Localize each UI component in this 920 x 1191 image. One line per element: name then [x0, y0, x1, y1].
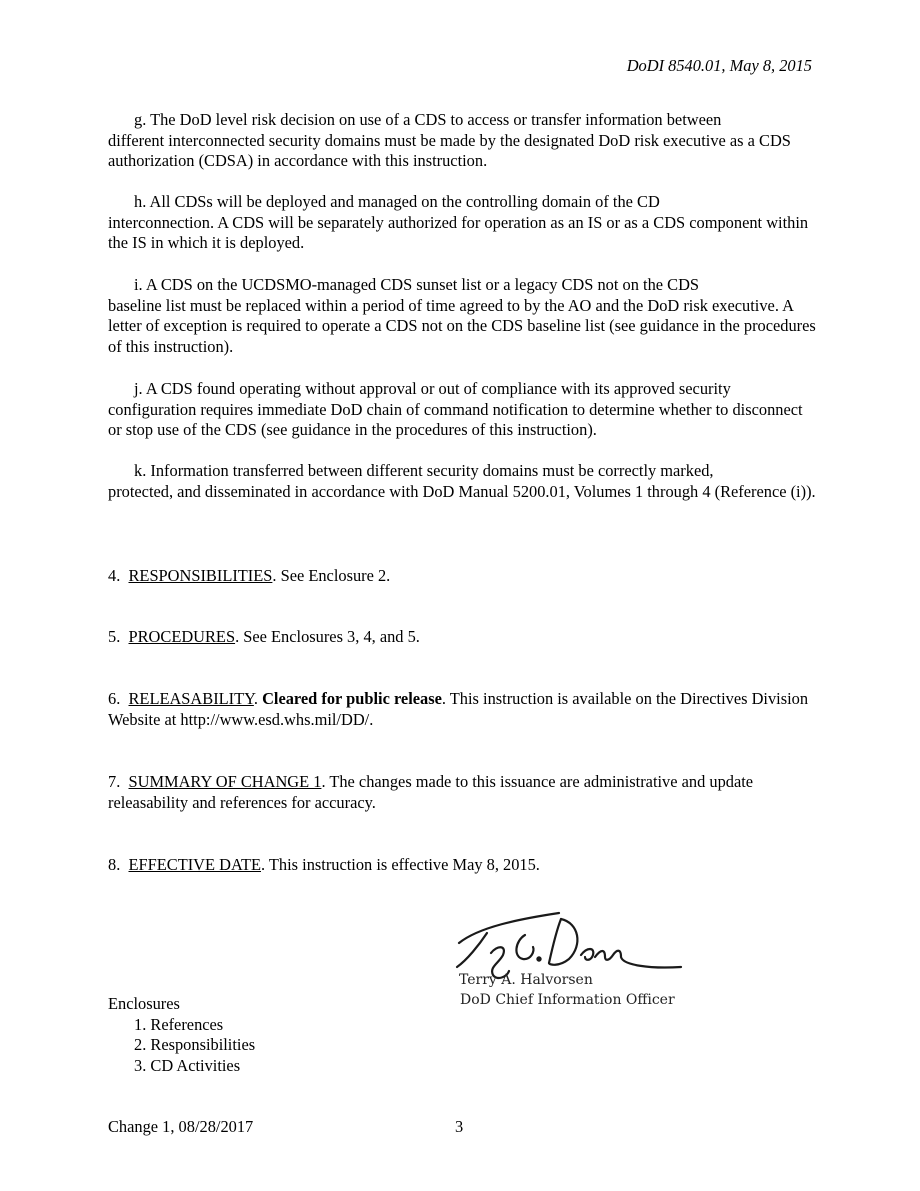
- signature-block: [449, 905, 709, 1015]
- section-heading: RESPONSIBILITIES: [128, 566, 273, 585]
- paragraph-h-body: interconnection. A CDS will be separately authorized for operation as an IS or as a CDS component within the IS in which it is deployed.: [108, 212, 809, 253]
- section-summary-of-change: [108, 772, 820, 813]
- enclosures-label: Enclosures: [108, 994, 180, 1013]
- signer-title: DoD Chief Information Officer: [460, 992, 675, 1008]
- section-number: 8.: [108, 855, 121, 874]
- section-releasability: [108, 689, 820, 730]
- section-procedures: [108, 627, 820, 648]
- section-number: 6.: [108, 689, 121, 708]
- paragraph-j-body: configuration requires immediate DoD chain of command notification to determine whether to disconnect or stop use of the CDS (see guidance in the procedures of this instruction).: [108, 399, 803, 440]
- document-reference: DoDI 8540.01, May 8, 2015: [626, 56, 812, 75]
- section-number: 4.: [108, 566, 121, 585]
- section-text-a: .: [253, 689, 263, 708]
- section-effective-date: [108, 855, 820, 876]
- release-statement: Cleared for public release: [262, 689, 442, 708]
- paragraph-k-body: protected, and disseminated in accordance with DoD Manual 5200.01, Volumes 1 through 4 (Reference (i)).: [108, 481, 816, 501]
- section-text-b: . This instruction is available on the Directives Division Website at http://www.esd.whs.mil/DD/.: [108, 689, 809, 729]
- paragraph-j: [108, 379, 820, 441]
- paragraph-i-first-line: i. A CDS on the UCDSMO-managed CDS sunset list or a legacy CDS not on the CDS: [134, 275, 700, 294]
- paragraph-g: [108, 110, 820, 172]
- footer-change-date: Change 1, 08/28/2017: [108, 1117, 254, 1136]
- paragraph-i: [108, 275, 820, 357]
- page-number: 3: [455, 1117, 464, 1136]
- paragraph-k: [108, 461, 820, 502]
- enclosure-item: 2. Responsibilities: [134, 1035, 256, 1055]
- section-number: 5.: [108, 627, 121, 646]
- section-heading: PROCEDURES: [128, 627, 236, 646]
- signer-name: Terry A. Halvorsen: [459, 972, 593, 988]
- enclosure-item: 3. CD Activities: [134, 1055, 241, 1075]
- section-heading: SUMMARY OF CHANGE 1: [128, 772, 322, 791]
- section-responsibilities: [108, 566, 820, 587]
- paragraph-g-body: different interconnected security domains must be made by the designated DoD risk executive as a CDS authorization (CDSA) in accordance with this instruction.: [108, 130, 791, 171]
- enclosure-item: 1. References: [134, 1014, 224, 1034]
- paragraph-g-first-line: g. The DoD level risk decision on use of a CDS to access or transfer information between: [134, 110, 722, 129]
- enclosures-list: [108, 994, 255, 1076]
- paragraph-h: [108, 192, 820, 254]
- section-text: . See Enclosures 3, 4, and 5.: [235, 627, 420, 646]
- section-text: . The changes made to this issuance are administrative and update releasability and references for accuracy.: [108, 772, 754, 812]
- section-text: . See Enclosure 2.: [272, 566, 391, 585]
- section-text: . This instruction is effective May 8, 2015.: [261, 855, 540, 874]
- paragraph-j-first-line: j. A CDS found operating without approval or out of compliance with its approved security: [134, 379, 731, 398]
- section-number: 7.: [108, 772, 121, 791]
- section-heading: EFFECTIVE DATE: [128, 855, 261, 874]
- paragraph-h-first-line: h. All CDSs will be deployed and managed on the controlling domain of the CD: [134, 192, 660, 211]
- section-heading: RELEASABILITY: [128, 689, 254, 708]
- paragraph-k-first-line: k. Information transferred between different security domains must be correctly marked,: [134, 461, 714, 480]
- paragraph-i-body: baseline list must be replaced within a period of time agreed to by the AO and the DoD risk executive. A letter of exception is required to operate a CDS not on the CDS baseline list (see guidance in the procedures of this instruction).: [108, 295, 816, 356]
